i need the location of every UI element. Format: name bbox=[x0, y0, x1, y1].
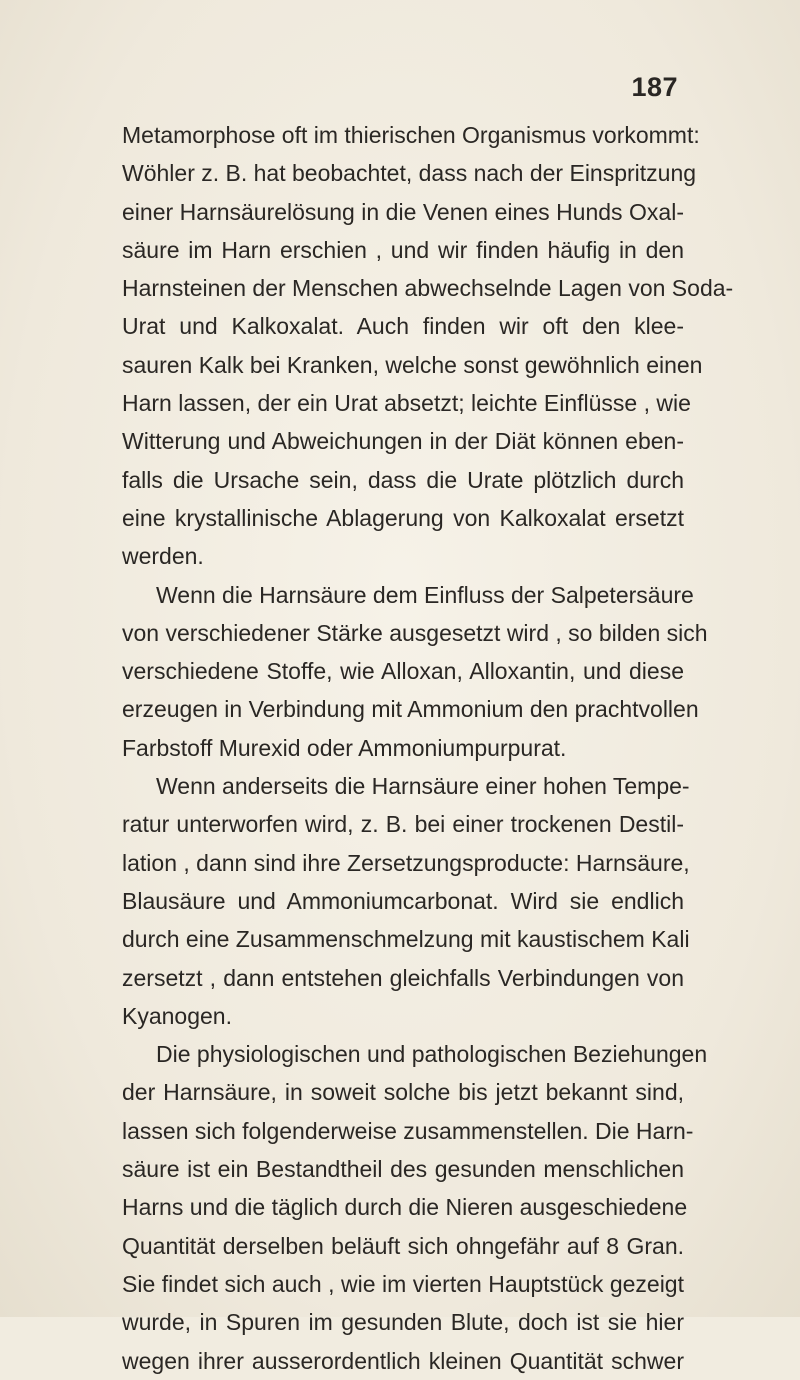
text-line: Kyanogen. bbox=[122, 1002, 232, 1029]
text-line: wurde, in Spuren im gesunden Blute, doch ist sie hier bbox=[122, 1309, 684, 1336]
paragraph-1 bbox=[122, 116, 734, 576]
text-line: Wenn anderseits die Harnsäure einer hohen Tempe- bbox=[156, 773, 690, 800]
text-line: Farbstoff Murexid oder Ammoniumpurpurat. bbox=[122, 734, 567, 761]
text-line: von verschiedener Stärke ausgesetzt wird , so bilden sich bbox=[122, 619, 708, 646]
text-line: lassen sich folgenderweise zusammenstellen. Die Harn- bbox=[122, 1117, 694, 1144]
paragraph-3 bbox=[122, 767, 690, 1035]
text-line: Harnsteinen der Menschen abwechselnde Lagen von Soda- bbox=[122, 275, 734, 302]
text-line: erzeugen in Verbindung mit Ammonium den prachtvollen bbox=[122, 696, 699, 723]
text-line: Urat und Kalkoxalat. Auch finden wir oft den klee- bbox=[122, 313, 684, 340]
text-line: werden. bbox=[122, 543, 204, 570]
text-line: Sie findet sich auch , wie im vierten Hauptstück gezeigt bbox=[122, 1270, 684, 1297]
text-line: durch eine Zusammenschmelzung mit kaustischem Kali bbox=[122, 926, 690, 953]
text-line: säure ist ein Bestandtheil des gesunden menschlichen bbox=[122, 1156, 684, 1183]
text-line: Metamorphose oft im thierischen Organismus vorkommt: bbox=[122, 122, 700, 148]
text-line: falls die Ursache sein, dass die Urate plötzlich durch bbox=[122, 466, 684, 493]
text-line: Die physiologischen und pathologischen Beziehungen bbox=[156, 1041, 708, 1068]
text-line: Blausäure und Ammoniumcarbonat. Wird sie endlich bbox=[122, 887, 684, 914]
text-line: verschiedene Stoffe, wie Alloxan, Alloxantin, und diese bbox=[122, 658, 684, 685]
text-line: Harn lassen, der ein Urat absetzt; leichte Einflüsse , wie bbox=[122, 390, 691, 417]
body-text bbox=[122, 116, 734, 1380]
text-line: zersetzt , dann entstehen gleichfalls Verbindungen von bbox=[122, 964, 684, 991]
paragraph-4 bbox=[122, 1035, 708, 1380]
page-number: 187 bbox=[631, 72, 678, 102]
text-line: eine krystallinische Ablagerung von Kalkoxalat ersetzt bbox=[122, 504, 684, 531]
text-line: einer Harnsäurelösung in die Venen eines Hunds Oxal- bbox=[122, 198, 684, 225]
text-line: Witterung und Abweichungen in der Diät können eben- bbox=[122, 428, 684, 455]
text-line: wegen ihrer ausserordentlich kleinen Quantität schwer bbox=[122, 1347, 684, 1374]
text-line: Wöhler z. B. hat beobachtet, dass nach der Einspritzung bbox=[122, 160, 697, 187]
text-line: lation , dann sind ihre Zersetzungsproducte: Harnsäure, bbox=[122, 849, 690, 876]
text-line: Quantität derselben beläuft sich ohngefähr auf 8 Gran. bbox=[122, 1232, 684, 1259]
paragraph-2 bbox=[122, 576, 708, 767]
text-line: Wenn die Harnsäure dem Einfluss der Salpetersäure bbox=[156, 581, 694, 608]
text-line: ratur unterworfen wird, z. B. bei einer trockenen Destil- bbox=[122, 811, 684, 838]
text-line: sauren Kalk bei Kranken, welche sonst gewöhnlich einen bbox=[122, 351, 703, 378]
text-line: der Harnsäure, in soweit solche bis jetzt bekannt sind, bbox=[122, 1079, 684, 1106]
text-line: Harns und die täglich durch die Nieren ausgeschiedene bbox=[122, 1194, 688, 1221]
text-line: säure im Harn erschien , und wir finden häufig in den bbox=[122, 236, 684, 263]
